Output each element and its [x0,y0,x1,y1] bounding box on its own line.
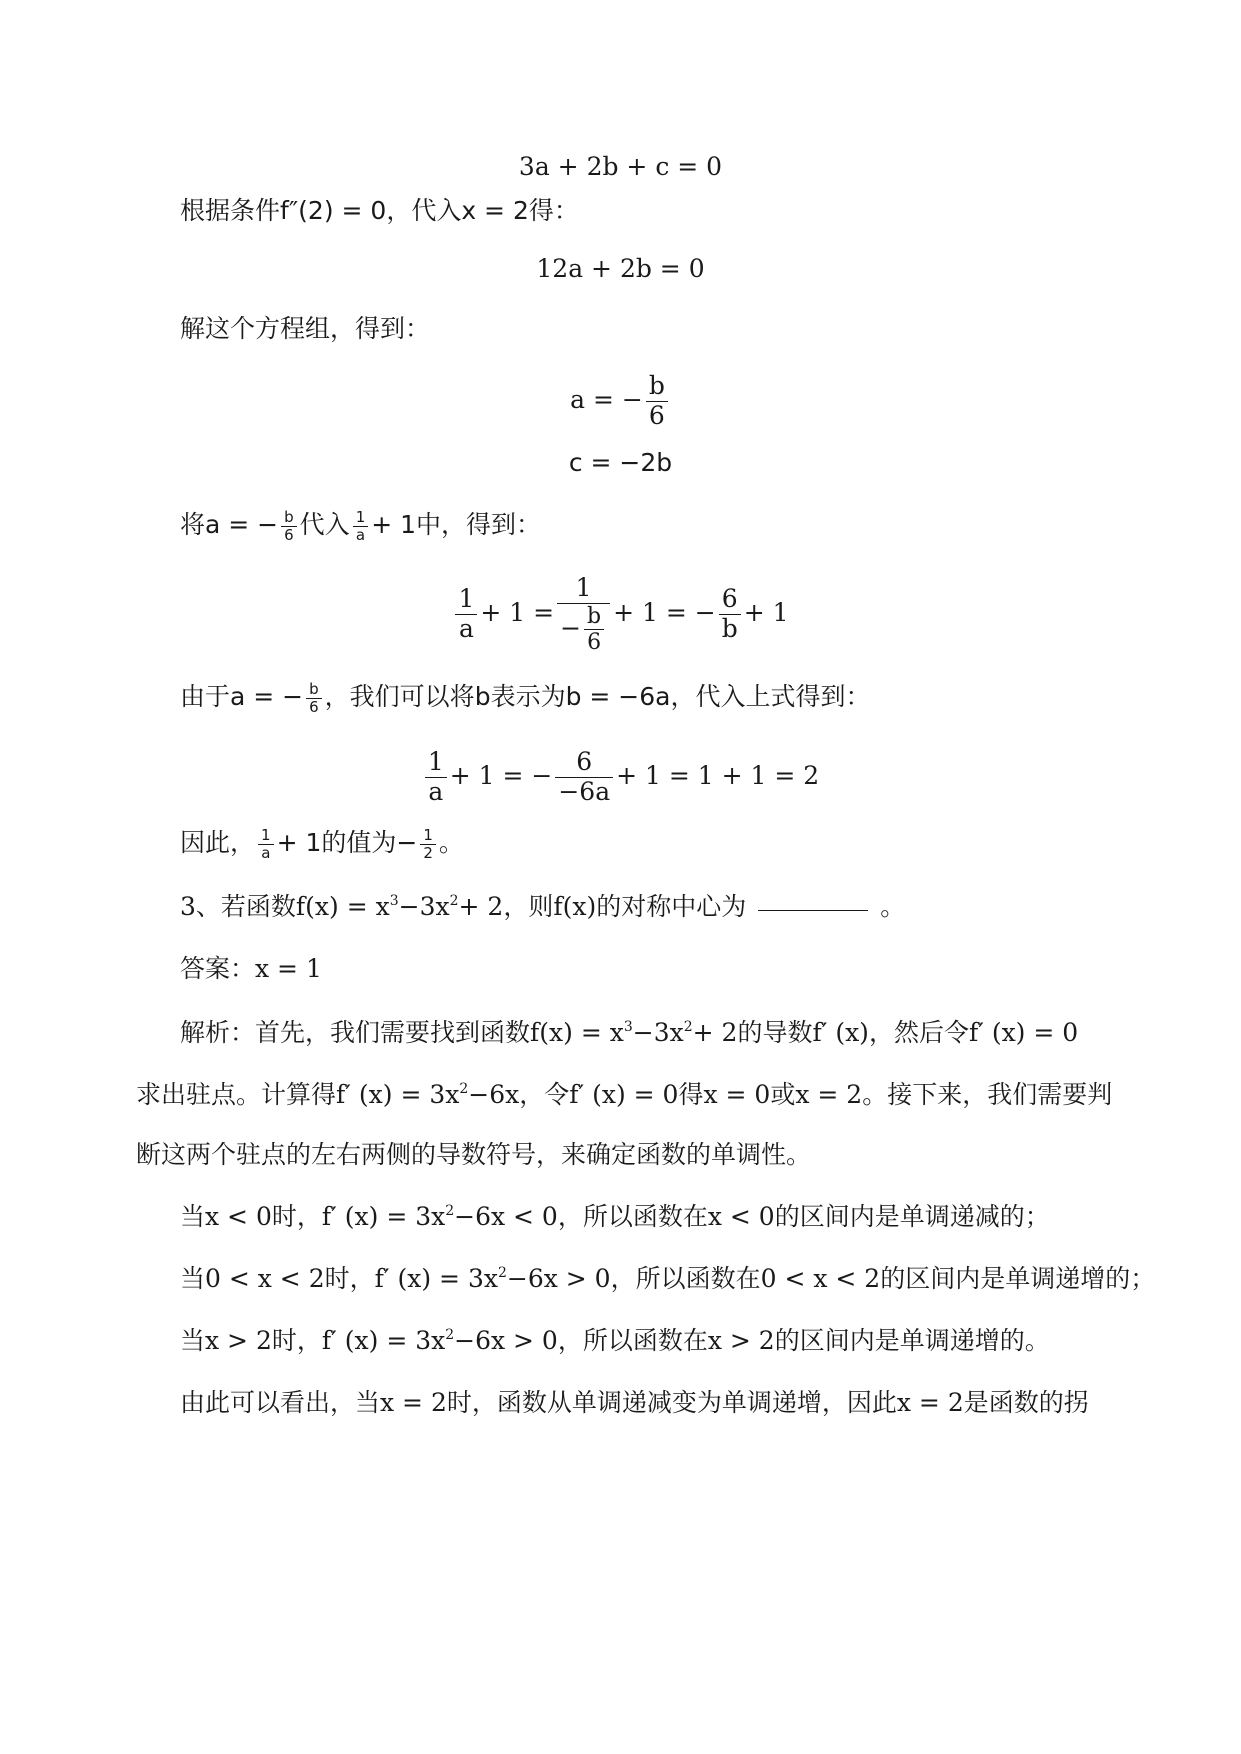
superscript: 2 [683,1019,693,1035]
analysis-line-1 [180,1016,1078,1050]
minus-sign: − [560,613,582,643]
fraction-1-over-a [455,585,477,644]
since-bexpr: b = −6a [565,682,671,711]
therefore-p3: 的值为 [321,828,397,857]
conclusion-x: x = 2 [896,1388,964,1417]
fraction-denominator: a [258,844,274,862]
fraction-numerator: 1 [427,747,444,776]
solution-a [0,372,1241,431]
case-condition: x > 2 [205,1326,272,1355]
analysis-function: f(x) = x [530,1018,624,1047]
question-3 [180,890,905,924]
fraction-1-over-a [425,748,447,807]
answer-label: 答案： [180,954,256,983]
fraction-denominator: 6 [584,629,604,655]
sub-p1: 将 [180,510,206,539]
fraction-denominator: b [719,614,741,644]
fraction-numerator: 1 [261,825,271,844]
q3-p2: ，则 [503,892,554,921]
analysis-derivative: f′ (x) = 3x [336,1080,460,1109]
fraction-numerator: 1 [355,507,366,526]
fraction-b-over-6-small [281,509,297,545]
q3-mid: −3x [398,892,450,921]
eq4-term-2: + 1 = 1 + 1 = 2 [616,760,820,790]
case-derivative: f′ (x) = 3x [321,1326,446,1355]
superscript: 3 [623,1019,633,1035]
sub-p2: 代入 [299,510,350,539]
q3-fx2: f(x) [553,892,597,921]
condition-formula: f″(2) = 0，代入x = 2 [280,196,529,225]
analysis-derivative: f′ (x) [812,1018,869,1047]
fraction-denominator: 6 [646,401,668,431]
case-text: 的区间内是单调递增的； [880,1264,1156,1293]
sub-p4: 中，得到： [416,510,542,539]
conclusion-x: x = 2 [380,1388,447,1417]
since-paragraph [180,680,870,716]
case-range: 0 < x < 2 [760,1264,881,1293]
analysis-derivative-zero: f′ (x) = 0 [968,1018,1079,1047]
eq3-term-2: + 1 = − [613,598,716,628]
analysis-text: 求出驻点。计算得 [136,1080,337,1109]
q3-p1: 3、若函数 [180,892,296,921]
case-text: ，所以函数在 [610,1264,761,1293]
fraction-denominator: a [425,777,447,807]
analysis-line-3: 断这两个驻点的左右两侧的导数符号，来确定函数的单调性。 [136,1140,812,1169]
fraction-denominator: 6 [306,698,322,716]
since-p3: 表示为 [490,682,566,711]
fraction-1-over-a-small [353,509,369,545]
case-range: x > 2 [707,1326,775,1355]
therefore-p1: 因此， [180,828,256,857]
case-text: 当 [180,1202,206,1231]
analysis-text: ，令 [519,1080,570,1109]
fraction-numerator: 1 [423,825,433,844]
fraction-denominator: a [455,614,477,644]
case-text: 的区间内是单调递减的； [774,1202,1050,1231]
superscript: 2 [449,893,459,909]
analysis-text: ，然后令 [868,1018,969,1047]
analysis-text: 得 [678,1080,704,1109]
case-text: 当 [180,1326,206,1355]
fraction-numerator: b [309,679,319,698]
substitution-paragraph [180,508,541,544]
since-p4: ，代入上式得到： [670,682,871,711]
answer-value: x = 1 [255,954,322,983]
superscript: 2 [445,1327,455,1343]
analysis-line-2 [136,1078,1112,1112]
fraction-numerator: 1 [458,584,475,614]
conclusion-line [180,1386,1089,1420]
analysis-text: 或 [770,1080,796,1109]
fraction-denominator: −6a [555,777,613,807]
therefore-p4: 。 [438,828,464,857]
eq4-term-1: + 1 = − [449,760,553,790]
case-sign: −6x > 0 [506,1264,611,1293]
case-text: 当 [180,1264,206,1293]
fraction-denominator: a [353,526,369,544]
analysis-tail: −6x [468,1080,520,1109]
since-p2: ，我们可以将 [324,682,475,711]
case-row [180,1200,1050,1234]
q3-tail: + 2 [458,892,504,921]
fraction-numerator: b [648,371,665,400]
analysis-derivative-zero: f′ (x) = 0 [569,1080,679,1109]
q3-p3: 的对称中心为 [596,892,747,921]
case-row [180,1324,1050,1358]
superscript: 2 [459,1081,469,1097]
since-a-lhs: a = − [230,682,304,711]
fraction-numerator: 6 [721,584,738,614]
therefore-p2: + 1 [276,828,322,857]
fraction-6-over-neg-6a [555,748,613,807]
case-condition: x < 0 [205,1202,272,1231]
case-condition: 0 < x < 2 [205,1264,325,1293]
since-b: b [474,682,491,711]
fraction-denominator: 6 [281,526,297,544]
stationary-point-2: x = 2 [795,1080,863,1109]
superscript: 2 [497,1265,507,1281]
fraction-denominator: 2 [420,844,436,862]
equation-2: 12a + 2b = 0 [536,254,705,283]
analysis-text: 的导数 [737,1018,813,1047]
case-range: x < 0 [707,1202,775,1231]
fraction-denominator [557,603,610,656]
therefore-paragraph [180,826,464,862]
since-p1: 由于 [180,682,231,711]
fraction-1-over-neg-b-over-6 [557,574,610,655]
conclusion-text: 由此可以看出，当 [180,1388,381,1417]
eq3-term-1: + 1 = [480,598,555,628]
case-text: 时， [324,1264,375,1293]
case-text: ，所以函数在 [557,1202,708,1231]
sub-a-lhs: a = − [205,510,279,539]
solution-a-lhs: a = − [570,384,643,414]
fraction-b-over-6 [646,372,668,431]
analysis-mid: −3x [632,1018,684,1047]
equation-4 [0,748,1241,807]
fraction-numerator: 1 [575,573,592,602]
case-text: ，所以函数在 [557,1326,708,1355]
q3-function: f(x) = x [295,892,390,921]
case-text: 时， [271,1326,322,1355]
case-sign: −6x > 0 [454,1326,558,1355]
solution-c: c = −2b [568,448,673,477]
fraction-numerator: b [587,603,602,629]
case-derivative: f′ (x) = 3x [374,1264,498,1293]
condition-suffix: 得： [528,196,579,225]
solve-paragraph: 解这个方程组，得到： [180,314,431,343]
case-text: 时， [271,1202,322,1231]
answer-line [180,952,322,986]
nested-fraction [584,604,604,656]
case-text: 的区间内是单调递增的。 [774,1326,1050,1355]
fraction-1-over-a-small [258,827,274,863]
analysis-text: 。接下来，我们需要判 [862,1080,1113,1109]
fraction-numerator: 6 [576,747,593,776]
conclusion-text: 是函数的拐 [963,1388,1089,1417]
equation-3 [0,574,1241,655]
q3-p4: 。 [880,892,906,921]
minus-sign: − [396,828,418,857]
analysis-tail: + 2 [692,1018,738,1047]
condition-paragraph [180,194,579,228]
fraction-1-over-2-small [420,827,436,863]
eq3-term-3: + 1 [743,598,789,628]
sub-p3: + 1 [371,510,417,539]
superscript: 2 [445,1203,455,1219]
case-derivative: f′ (x) = 3x [321,1202,446,1231]
fraction-6-over-b [719,585,741,644]
analysis-text: 解析：首先，我们需要找到函数 [180,1018,531,1047]
answer-blank [758,910,868,911]
equation-1: 3a + 2b + c = 0 [518,152,723,181]
fraction-b-over-6-small [306,681,322,717]
conclusion-text: 时，函数从单调递减变为单调递增，因此 [446,1388,897,1417]
case-row [180,1262,1155,1296]
stationary-point-0: x = 0 [703,1080,771,1109]
case-sign: −6x < 0 [454,1202,558,1231]
superscript: 3 [389,893,399,909]
condition-prefix: 根据条件 [180,196,281,225]
fraction-numerator: b [284,507,294,526]
